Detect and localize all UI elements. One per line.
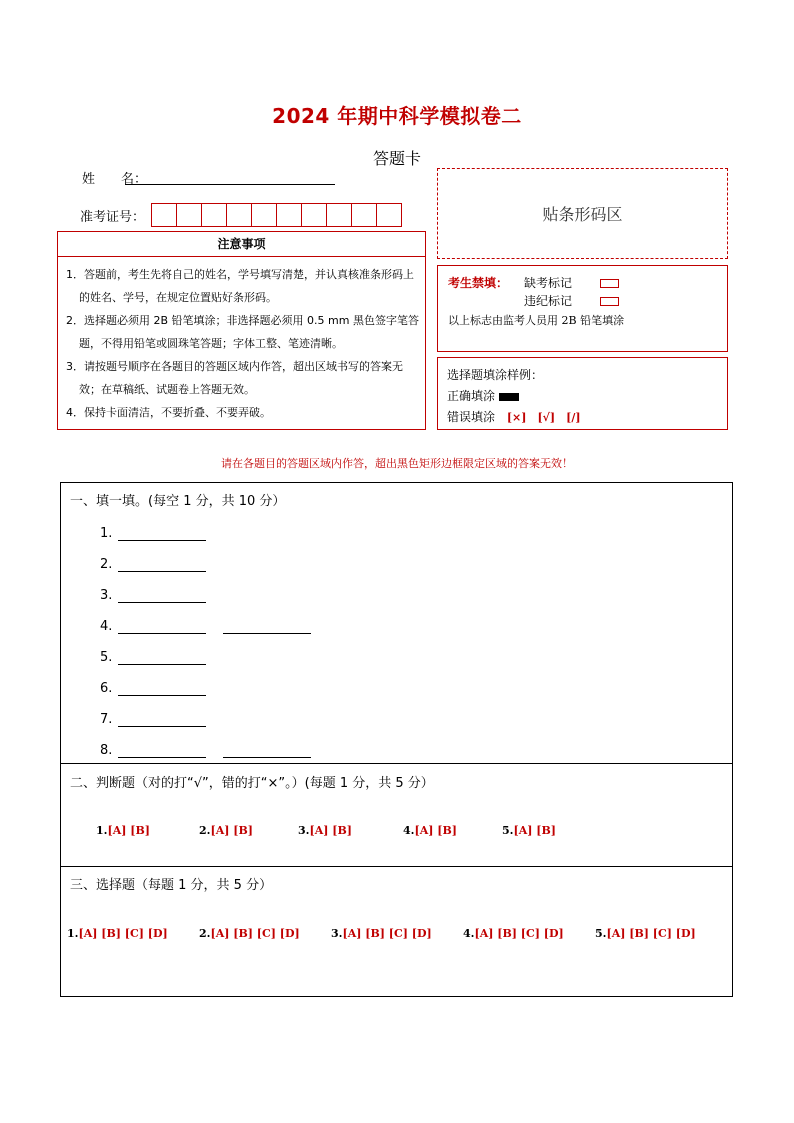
page-subtitle: 答题卡: [372, 149, 421, 168]
judge-options[interactable]: [A] [B]: [107, 824, 150, 837]
choice-options[interactable]: [A] [B] [C] [D]: [474, 927, 564, 940]
choice-item: [67, 927, 168, 940]
answer-blank[interactable]: [118, 528, 206, 541]
answer-area-warning: 请在各题目的答题区域内作答，超出黑色矩形边框限定区域的答案无效！: [221, 457, 573, 470]
id-digit-box[interactable]: [251, 203, 277, 227]
answer-blank[interactable]: [223, 621, 311, 634]
id-digit-box[interactable]: [276, 203, 302, 227]
fill-question: [100, 615, 311, 634]
notice-item: 1．答题前，考生先将自己的姓名，学号填写清楚，并认真核准条形码上的姓名、学号，在规定位置贴好条形码。: [66, 268, 414, 304]
barcode-area: [437, 168, 728, 259]
notice-box: [57, 231, 426, 430]
question-number: 7.: [100, 712, 113, 727]
section3-title: 三、选择题（每题 1 分，共 5 分）: [70, 878, 273, 893]
judge-options[interactable]: [A] [B]: [210, 824, 253, 837]
judge-number: 2.: [199, 824, 211, 837]
choice-number: 4.: [463, 927, 475, 940]
judge-number: 4.: [403, 824, 415, 837]
section-divider: [60, 763, 733, 764]
answer-blank[interactable]: [118, 590, 206, 603]
choice-options[interactable]: [A] [B] [C] [D]: [342, 927, 432, 940]
choice-item: [463, 927, 564, 940]
choice-options[interactable]: [A] [B] [C] [D]: [606, 927, 696, 940]
correct-fill-label: 正确填涂: [447, 389, 496, 403]
judge-item: [502, 824, 556, 837]
section2-title: 二、判断题（对的打“√”，错的打“×”。）(每题 1 分，共 5 分）: [70, 776, 434, 791]
choice-number: 1.: [67, 927, 79, 940]
fill-question: [100, 646, 206, 665]
violation-mark-box[interactable]: [600, 297, 619, 306]
question-number: 5.: [100, 650, 113, 665]
choice-item: [199, 927, 300, 940]
examinee-label: 考生禁填：: [448, 276, 509, 290]
answer-blank[interactable]: [118, 745, 206, 758]
absent-mark-label: 缺考标记: [524, 276, 573, 290]
fill-question: [100, 522, 206, 541]
section1-title: 一、填一填。(每空 1 分，共 10 分）: [70, 494, 286, 509]
violation-mark-label: 违纪标记: [524, 294, 573, 308]
choice-item: [595, 927, 696, 940]
name-label: 姓 名：: [82, 172, 148, 187]
question-number: 6.: [100, 681, 113, 696]
fill-question: [100, 584, 206, 603]
absent-mark-box[interactable]: [600, 279, 619, 288]
choice-item: [331, 927, 432, 940]
barcode-label: 贴条形码区: [542, 205, 623, 224]
fill-question: [100, 553, 206, 572]
choice-number: 5.: [595, 927, 607, 940]
question-number: 2.: [100, 557, 113, 572]
judge-item: [96, 824, 150, 837]
wrong-fill-samples: [×] [√] [/]: [506, 411, 581, 424]
judge-options[interactable]: [A] [B]: [309, 824, 352, 837]
question-number: 3.: [100, 588, 113, 603]
correct-fill-sample: [499, 393, 519, 401]
fill-question: [100, 708, 206, 727]
id-number-boxes[interactable]: [151, 203, 401, 227]
id-digit-box[interactable]: [201, 203, 227, 227]
id-label: 准考证号：: [80, 210, 146, 225]
judge-options[interactable]: [A] [B]: [513, 824, 556, 837]
choice-number: 3.: [331, 927, 343, 940]
fill-sample-box: [437, 357, 728, 430]
answer-blank[interactable]: [118, 714, 206, 727]
choice-options[interactable]: [A] [B] [C] [D]: [78, 927, 168, 940]
notice-heading: 注意事项: [58, 232, 425, 257]
notice-item: 4．保持卡面清洁，不要折叠、不要弄破。: [66, 406, 271, 419]
examinee-restricted-box: [437, 265, 728, 352]
notice-item: 2．选择题必须用 2B 铅笔填涂；非选择题必须用 0.5 mm 黑色签字笔答题，不得用铅笔或圆珠笔答题；字体工整、笔迹清晰。: [66, 314, 419, 350]
section-divider: [60, 866, 733, 867]
question-number: 8.: [100, 743, 113, 758]
judge-number: 5.: [502, 824, 514, 837]
answer-blank[interactable]: [118, 621, 206, 634]
id-digit-box[interactable]: [376, 203, 402, 227]
question-number: 4.: [100, 619, 113, 634]
judge-item: [403, 824, 457, 837]
id-digit-box[interactable]: [176, 203, 202, 227]
id-digit-box[interactable]: [351, 203, 377, 227]
judge-options[interactable]: [A] [B]: [414, 824, 457, 837]
name-field[interactable]: [125, 183, 335, 185]
fill-question: [100, 677, 206, 696]
id-digit-box[interactable]: [151, 203, 177, 227]
question-number: 1.: [100, 526, 113, 541]
choice-options[interactable]: [A] [B] [C] [D]: [210, 927, 300, 940]
id-digit-box[interactable]: [326, 203, 352, 227]
judge-number: 3.: [298, 824, 310, 837]
id-digit-box[interactable]: [226, 203, 252, 227]
judge-number: 1.: [96, 824, 108, 837]
page-title: 2024 年期中科学模拟卷二: [272, 104, 522, 128]
wrong-fill-label: 错误填涂: [447, 410, 496, 424]
notice-item: 3．请按题号顺序在各题目的答题区域内作答，超出区域书写的答案无效；在草稿纸、试题卷上答题无效。: [66, 360, 403, 396]
judge-item: [199, 824, 253, 837]
answer-blank[interactable]: [223, 745, 311, 758]
id-digit-box[interactable]: [301, 203, 327, 227]
choice-number: 2.: [199, 927, 211, 940]
sample-label: 选择题填涂样例：: [447, 368, 544, 382]
answer-blank[interactable]: [118, 683, 206, 696]
answer-blank[interactable]: [118, 652, 206, 665]
judge-item: [298, 824, 352, 837]
examinee-note: 以上标志由监考人员用 2B 铅笔填涂: [448, 314, 625, 327]
fill-question: [100, 739, 311, 758]
answer-blank[interactable]: [118, 559, 206, 572]
